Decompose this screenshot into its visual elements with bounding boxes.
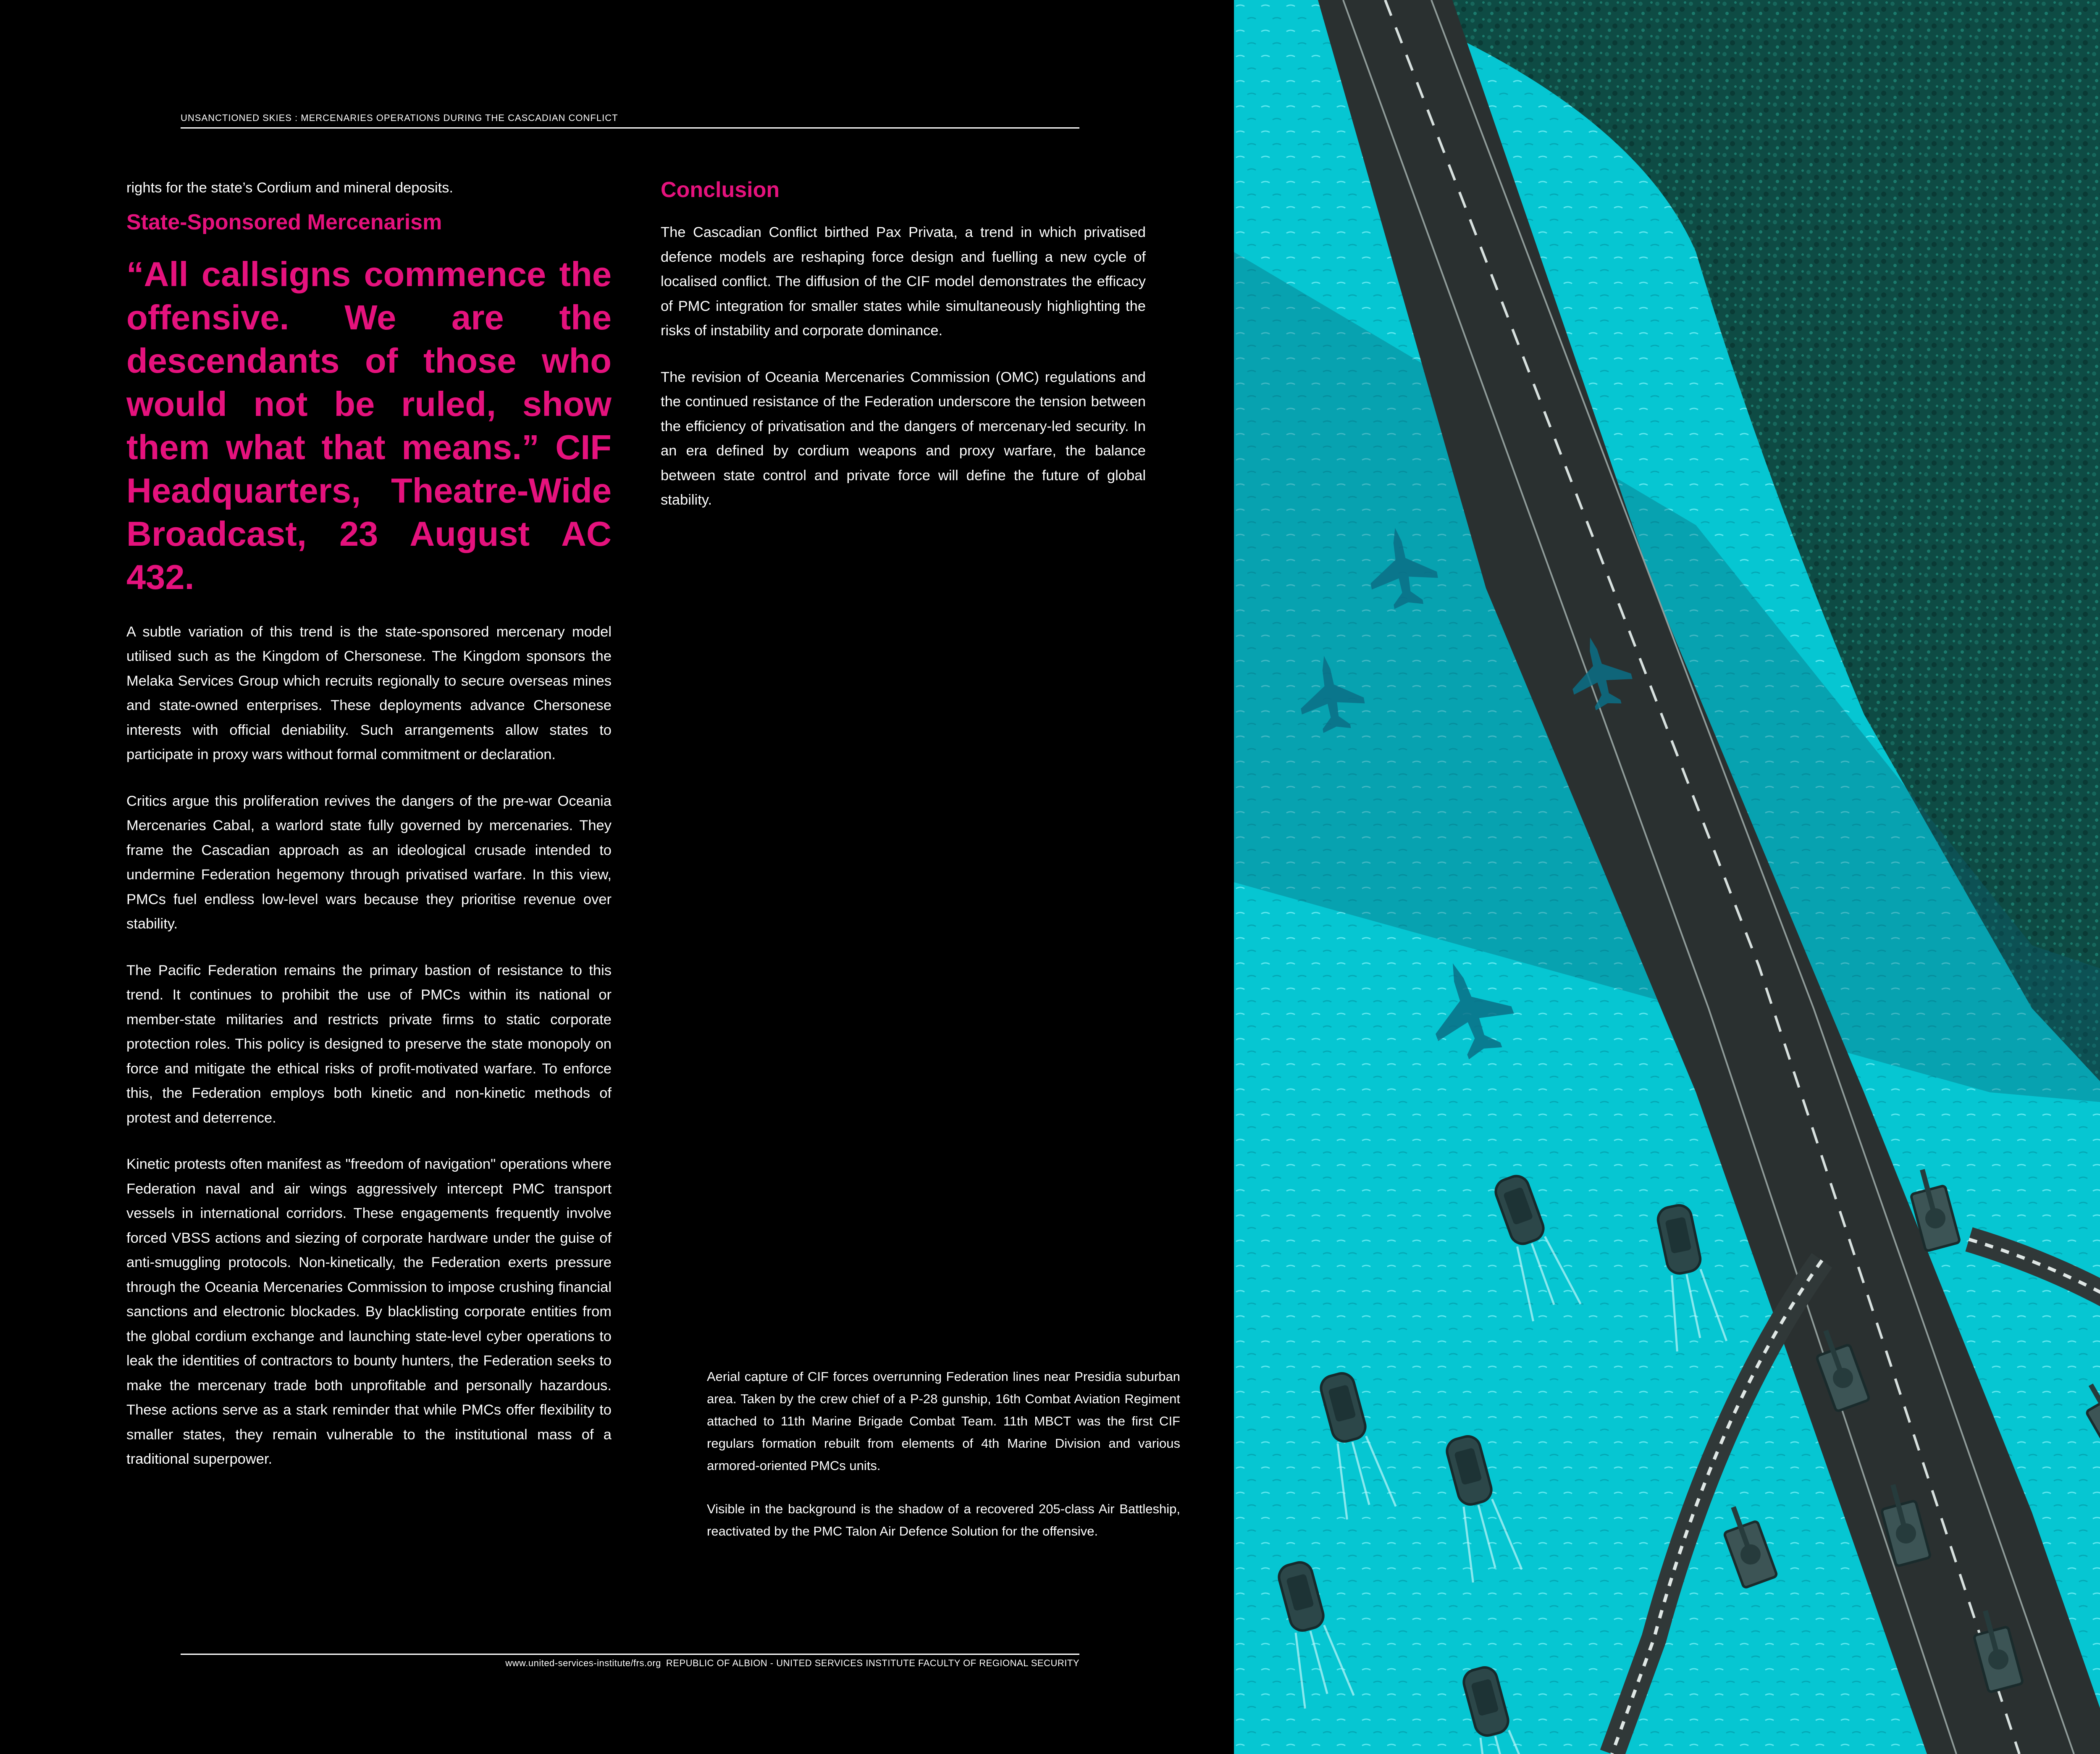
page-footer	[181, 1658, 1079, 1669]
footer-organisation: REPUBLIC OF ALBION - UNITED SERVICES INSTITUTE FACULTY OF REGIONAL SECURITY	[666, 1658, 1079, 1668]
footer-url: www.united-services-institute/frs.org	[505, 1658, 661, 1668]
body-paragraph: Kinetic protests often manifest as "freedom of navigation" operations where Federation naval and air wings aggressively intercept PMC transport vessels in international corridors. These engagements frequently involve forced VBSS actions and siezing of corporate hardware under the guise of anti-smuggling protocols. Non-kinetically, the Federation exerts pressure through the Oceania Mercenaries Commission to impose crushing financial sanctions and electronic blockades. By blacklisting corporate entities from the global cordium exchange and launching state-level cyber operations to leak the identities of contractors to bounty hunters, the Federation seeks to make the mercenary trade both unprofitable and personally hazardous. These actions serve as a stark reminder that while PMCs offer flexibility to smaller states, they remain vulnerable to the institutional mass of a traditional superpower.	[126, 1156, 612, 1467]
image-caption	[707, 1365, 1180, 1563]
body-paragraph: A subtle variation of this trend is the state-sponsored mercenary model utilised such as the Kingdom of Chersonese. The Kingdom sponsors the Melaka Services Group which recruits regionally to secure overseas mines and state-owned enterprises. These deployments advance Chersonese interests with official deniability. Such arrangements allow states to participate in proxy wars without formal commitment or declaration.	[126, 623, 612, 763]
body-paragraph: The Cascadian Conflict birthed Pax Privata, a trend in which privatised defence models are reshaping force design and fuelling a new cycle of localised conflict. The diffusion of the CIF model demonstrates the efficacy of PMC integration for smaller states while simultaneously highlighting the risks of instability and corporate dominance.	[661, 224, 1146, 339]
body-paragraph: The revision of Oceania Mercenaries Commission (OMC) regulations and the continued resistance of the Federation underscore the tension between the efficiency of privatisation and the dangers of mercenary-led security. In an era defined by cordium weapons and proxy warfare, the balance between state control and private force will define the future of global stability.	[661, 369, 1146, 508]
caption-paragraph: Aerial capture of CIF forces overrunning Federation lines near Presidia suburban area. Taken by the crew chief of a P-28 gunship, 16th Combat Aviation Regiment attached to 11th Marine Brigade Combat Team. 11th MBCT was the first CIF regulars formation rebuilt from elements of 4th Marine Division and various armored-oriented PMCs units.	[707, 1369, 1180, 1473]
body-paragraph: The Pacific Federation remains the primary bastion of resistance to this trend. It continues to prohibit the use of PMCs within its national or member-state militaries and restricts private firms to static corporate protection roles. This policy is designed to preserve the state monopoly on force and mitigate the ethical risks of profit-motivated warfare. To enforce this, the Federation employs both kinetic and non-kinetic methods of protest and deterrence.	[126, 962, 612, 1126]
aerial-illustration	[1234, 0, 2100, 1754]
pull-quote: “All callsigns commence the offensive. We are the descendants of those who would not be ruled, show them what that means.” CIF Headquarters, Theatre-Wide Broadcast, 23 August AC 432.	[126, 254, 612, 597]
header-rule	[181, 127, 1079, 129]
footer-rule	[181, 1654, 1079, 1655]
section-heading-state-sponsored: State-Sponsored Mercenarism	[126, 210, 442, 234]
body-paragraph: Critics argue this proliferation revives the dangers of the pre-war Oceania Mercenaries Cabal, a warlord state fully governed by mercenaries. They frame the Cascadian approach as an ideological crusade intended to undermine Federation hegemony through privatised warfare. In this view, PMCs fuel endless low-level wars because they prioritise revenue over stability.	[126, 793, 612, 932]
running-title: UNSANCTIONED SKIES : MERCENARIES OPERATIONS DURING THE CASCADIAN CONFLICT	[181, 113, 618, 123]
lead-text: rights for the state’s Cordium and mineral deposits.	[126, 180, 453, 196]
text-column-right	[661, 176, 1146, 534]
caption-paragraph: Visible in the background is the shadow of a recovered 205-class Air Battleship, reactivated by the PMC Talon Air Defence Solution for the offensive.	[707, 1502, 1180, 1538]
section-heading-conclusion: Conclusion	[661, 178, 780, 202]
text-column-left	[126, 176, 612, 1494]
aerial-battle-illustration	[1234, 0, 2100, 1754]
